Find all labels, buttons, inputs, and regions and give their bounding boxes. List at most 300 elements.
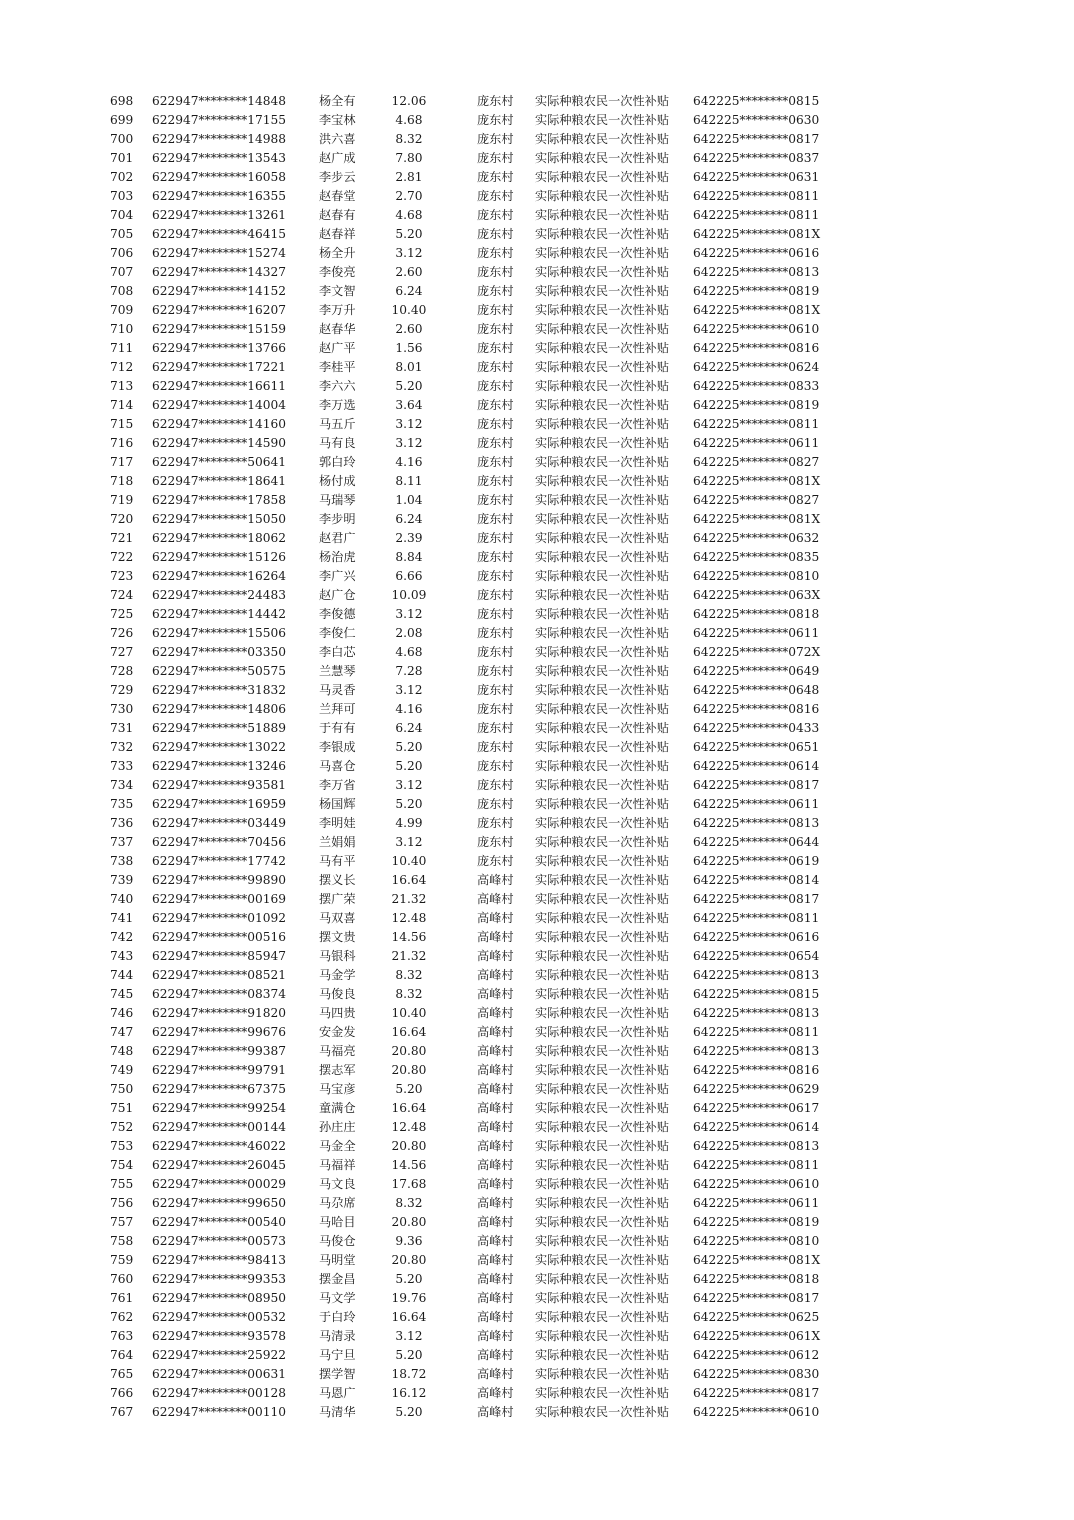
id-number: 642225********0813	[693, 1006, 820, 1020]
account-number: 622947********13246	[152, 759, 287, 773]
village-name: 高峰村	[477, 1234, 514, 1248]
table-row	[0, 1137, 1074, 1156]
subsidy-type: 实际种粮农民一次性补贴	[535, 1082, 670, 1096]
account-number: 622947********15506	[152, 626, 287, 640]
row-number: 741	[110, 911, 134, 925]
recipient-name: 马清华	[319, 1405, 356, 1419]
recipient-name: 杨全升	[319, 246, 356, 260]
village-name: 高峰村	[477, 1082, 514, 1096]
subsidy-type: 实际种粮农民一次性补贴	[535, 968, 670, 982]
village-name: 高峰村	[477, 1348, 514, 1362]
table-row	[0, 928, 1074, 947]
recipient-name: 赵广平	[319, 341, 356, 355]
village-name: 高峰村	[477, 892, 514, 906]
subsidy-type: 实际种粮农民一次性补贴	[535, 1101, 670, 1115]
subsidy-type: 实际种粮农民一次性补贴	[535, 1253, 670, 1267]
recipient-name: 马文良	[319, 1177, 356, 1191]
village-name: 庞东村	[477, 417, 514, 431]
recipient-name: 摆金昌	[319, 1272, 356, 1286]
id-number: 642225********0819	[693, 284, 820, 298]
account-number: 622947********16611	[152, 379, 287, 393]
id-number: 642225********0811	[693, 208, 820, 222]
id-number: 642225********0817	[693, 1386, 820, 1400]
table-row	[0, 985, 1074, 1004]
id-number: 642225********0648	[693, 683, 820, 697]
subsidy-type: 实际种粮农民一次性补贴	[535, 94, 670, 108]
row-number: 703	[110, 189, 134, 203]
subsidy-amount: 10.40	[391, 1006, 427, 1020]
subsidy-amount: 8.32	[395, 132, 423, 146]
id-number: 642225********0654	[693, 949, 820, 963]
subsidy-amount: 5.20	[395, 1272, 423, 1286]
account-number: 622947********16355	[152, 189, 287, 203]
row-number: 748	[110, 1044, 134, 1058]
subsidy-type: 实际种粮农民一次性补贴	[535, 246, 670, 260]
village-name: 高峰村	[477, 1291, 514, 1305]
account-number: 622947********15159	[152, 322, 287, 336]
account-number: 622947********70456	[152, 835, 287, 849]
account-number: 622947********00631	[152, 1367, 287, 1381]
recipient-name: 马银科	[319, 949, 356, 963]
id-number: 642225********0813	[693, 968, 820, 982]
table-row	[0, 871, 1074, 890]
row-number: 756	[110, 1196, 134, 1210]
recipient-name: 杨全有	[319, 94, 356, 108]
account-number: 622947********99650	[152, 1196, 287, 1210]
subsidy-amount: 18.72	[391, 1367, 427, 1381]
id-number: 642225********0813	[693, 816, 820, 830]
row-number: 753	[110, 1139, 134, 1153]
row-number: 745	[110, 987, 134, 1001]
row-number: 729	[110, 683, 134, 697]
account-number: 622947********46022	[152, 1139, 287, 1153]
id-number: 642225********0811	[693, 417, 820, 431]
village-name: 庞东村	[477, 740, 514, 754]
row-number: 757	[110, 1215, 134, 1229]
table-row	[0, 1365, 1074, 1384]
id-number: 642225********0830	[693, 1367, 820, 1381]
id-number: 642225********0813	[693, 265, 820, 279]
subsidy-type: 实际种粮农民一次性补贴	[535, 455, 670, 469]
subsidy-amount: 2.81	[395, 170, 423, 184]
subsidy-type: 实际种粮农民一次性补贴	[535, 816, 670, 830]
recipient-name: 李六六	[319, 379, 356, 393]
account-number: 622947********14590	[152, 436, 287, 450]
id-number: 642225********0651	[693, 740, 820, 754]
recipient-name: 李俊仁	[319, 626, 356, 640]
recipient-name: 李俊德	[319, 607, 356, 621]
id-number: 642225********072X	[693, 645, 821, 659]
subsidy-type: 实际种粮农民一次性补贴	[535, 1063, 670, 1077]
subsidy-type: 实际种粮农民一次性补贴	[535, 1386, 670, 1400]
account-number: 622947********14848	[152, 94, 287, 108]
subsidy-type: 实际种粮农民一次性补贴	[535, 721, 670, 735]
id-number: 642225********0813	[693, 1044, 820, 1058]
subsidy-type: 实际种粮农民一次性补贴	[535, 1234, 670, 1248]
table-row	[0, 681, 1074, 700]
row-number: 754	[110, 1158, 134, 1172]
subsidy-type: 实际种粮农民一次性补贴	[535, 588, 670, 602]
village-name: 庞东村	[477, 284, 514, 298]
recipient-name: 李万省	[319, 778, 356, 792]
subsidy-type: 实际种粮农民一次性补贴	[535, 1006, 670, 1020]
subsidy-type: 实际种粮农民一次性补贴	[535, 474, 670, 488]
row-number: 765	[110, 1367, 134, 1381]
id-number: 642225********0614	[693, 1120, 820, 1134]
village-name: 庞东村	[477, 569, 514, 583]
table-row	[0, 586, 1074, 605]
account-number: 622947********18641	[152, 474, 287, 488]
account-number: 622947********99791	[152, 1063, 287, 1077]
subsidy-amount: 12.48	[391, 911, 427, 925]
recipient-name: 摆学智	[319, 1367, 356, 1381]
subsidy-type: 实际种粮农民一次性补贴	[535, 626, 670, 640]
subsidy-type: 实际种粮农民一次性补贴	[535, 284, 670, 298]
account-number: 622947********18062	[152, 531, 287, 545]
village-name: 庞东村	[477, 512, 514, 526]
table-row	[0, 358, 1074, 377]
subsidy-amount: 16.12	[391, 1386, 427, 1400]
row-number: 740	[110, 892, 134, 906]
table-row	[0, 814, 1074, 833]
subsidy-type: 实际种粮农民一次性补贴	[535, 949, 670, 963]
row-number: 730	[110, 702, 134, 716]
recipient-name: 赵春祥	[319, 227, 356, 241]
subsidy-amount: 4.99	[395, 816, 423, 830]
id-number: 642225********0631	[693, 170, 820, 184]
recipient-name: 马宝彦	[319, 1082, 356, 1096]
table-row	[0, 909, 1074, 928]
account-number: 622947********17742	[152, 854, 287, 868]
subsidy-amount: 1.56	[395, 341, 423, 355]
id-number: 642225********081X	[693, 1253, 821, 1267]
row-number: 708	[110, 284, 134, 298]
id-number: 642225********0819	[693, 398, 820, 412]
recipient-name: 兰慧琴	[319, 664, 356, 678]
row-number: 722	[110, 550, 134, 564]
id-number: 642225********0818	[693, 1272, 820, 1286]
account-number: 622947********13022	[152, 740, 287, 754]
table-row	[0, 947, 1074, 966]
row-number: 720	[110, 512, 134, 526]
village-name: 高峰村	[477, 1196, 514, 1210]
subsidy-amount: 5.20	[395, 1348, 423, 1362]
account-number: 622947********16264	[152, 569, 287, 583]
recipient-name: 李万升	[319, 303, 356, 317]
account-number: 622947********14988	[152, 132, 287, 146]
id-number: 642225********0810	[693, 569, 820, 583]
recipient-name: 李万选	[319, 398, 356, 412]
account-number: 622947********16959	[152, 797, 287, 811]
subsidy-type: 实际种粮农民一次性补贴	[535, 930, 670, 944]
table-row	[0, 719, 1074, 738]
id-number: 642225********0644	[693, 835, 820, 849]
subsidy-amount: 8.11	[395, 474, 423, 488]
table-row	[0, 966, 1074, 985]
village-name: 庞东村	[477, 341, 514, 355]
recipient-name: 李明娃	[319, 816, 356, 830]
table-row	[0, 1308, 1074, 1327]
table-row	[0, 643, 1074, 662]
account-number: 622947********91820	[152, 1006, 287, 1020]
account-number: 622947********03449	[152, 816, 287, 830]
village-name: 庞东村	[477, 132, 514, 146]
village-name: 高峰村	[477, 1101, 514, 1115]
table-row	[0, 1289, 1074, 1308]
recipient-name: 马有平	[319, 854, 356, 868]
table-row	[0, 1270, 1074, 1289]
subsidy-type: 实际种粮农民一次性补贴	[535, 303, 670, 317]
village-name: 庞东村	[477, 246, 514, 260]
row-number: 721	[110, 531, 134, 545]
id-number: 642225********0817	[693, 892, 820, 906]
recipient-name: 马俊良	[319, 987, 356, 1001]
recipient-name: 马瑞琴	[319, 493, 356, 507]
subsidy-amount: 5.20	[395, 1082, 423, 1096]
account-number: 622947********08950	[152, 1291, 287, 1305]
subsidy-type: 实际种粮农民一次性补贴	[535, 1025, 670, 1039]
village-name: 高峰村	[477, 968, 514, 982]
village-name: 庞东村	[477, 550, 514, 564]
village-name: 庞东村	[477, 626, 514, 640]
row-number: 700	[110, 132, 134, 146]
subsidy-amount: 6.24	[395, 284, 423, 298]
subsidy-type: 实际种粮农民一次性补贴	[535, 1196, 670, 1210]
subsidy-amount: 16.64	[391, 1025, 427, 1039]
village-name: 庞东村	[477, 265, 514, 279]
account-number: 622947********14160	[152, 417, 287, 431]
village-name: 高峰村	[477, 1120, 514, 1134]
recipient-name: 马俊仓	[319, 1234, 356, 1248]
subsidy-type: 实际种粮农民一次性补贴	[535, 1044, 670, 1058]
table-row	[0, 852, 1074, 871]
subsidy-amount: 5.20	[395, 759, 423, 773]
id-number: 642225********0814	[693, 873, 820, 887]
subsidy-amount: 16.64	[391, 1101, 427, 1115]
recipient-name: 摆广荣	[319, 892, 356, 906]
subsidy-type: 实际种粮农民一次性补贴	[535, 531, 670, 545]
account-number: 622947********01092	[152, 911, 287, 925]
recipient-name: 马清录	[319, 1329, 356, 1343]
subsidy-type: 实际种粮农民一次性补贴	[535, 702, 670, 716]
account-number: 622947********99676	[152, 1025, 287, 1039]
row-number: 766	[110, 1386, 134, 1400]
row-number: 726	[110, 626, 134, 640]
subsidy-amount: 16.64	[391, 1310, 427, 1324]
recipient-name: 马双喜	[319, 911, 356, 925]
village-name: 高峰村	[477, 1386, 514, 1400]
table-row	[0, 225, 1074, 244]
subsidy-type: 实际种粮农民一次性补贴	[535, 208, 670, 222]
subsidy-type: 实际种粮农民一次性补贴	[535, 417, 670, 431]
subsidy-amount: 8.84	[395, 550, 423, 564]
account-number: 622947********00532	[152, 1310, 287, 1324]
subsidy-type: 实际种粮农民一次性补贴	[535, 569, 670, 583]
account-number: 622947********00540	[152, 1215, 287, 1229]
village-name: 庞东村	[477, 664, 514, 678]
village-name: 高峰村	[477, 1215, 514, 1229]
recipient-name: 李广兴	[319, 569, 356, 583]
village-name: 高峰村	[477, 1006, 514, 1020]
row-number: 742	[110, 930, 134, 944]
row-number: 735	[110, 797, 134, 811]
row-number: 743	[110, 949, 134, 963]
village-name: 高峰村	[477, 1139, 514, 1153]
table-row	[0, 206, 1074, 225]
subsidy-type: 实际种粮农民一次性补贴	[535, 854, 670, 868]
table-row	[0, 1346, 1074, 1365]
recipient-name: 安金发	[319, 1025, 356, 1039]
account-number: 622947********00169	[152, 892, 287, 906]
id-number: 642225********0611	[693, 626, 820, 640]
subsidy-amount: 7.80	[395, 151, 423, 165]
subsidy-amount: 7.28	[395, 664, 423, 678]
row-number: 718	[110, 474, 134, 488]
row-number: 701	[110, 151, 134, 165]
village-name: 庞东村	[477, 322, 514, 336]
recipient-name: 马金全	[319, 1139, 356, 1153]
subsidy-type: 实际种粮农民一次性补贴	[535, 550, 670, 564]
recipient-name: 马有良	[319, 436, 356, 450]
subsidy-amount: 5.20	[395, 740, 423, 754]
row-number: 747	[110, 1025, 134, 1039]
village-name: 庞东村	[477, 455, 514, 469]
recipient-name: 马金学	[319, 968, 356, 982]
account-number: 622947********13766	[152, 341, 287, 355]
account-number: 622947********16058	[152, 170, 287, 184]
recipient-name: 马尕席	[319, 1196, 356, 1210]
subsidy-amount: 20.80	[391, 1044, 427, 1058]
recipient-name: 摆义长	[319, 873, 356, 887]
recipient-name: 赵春有	[319, 208, 356, 222]
village-name: 庞东村	[477, 474, 514, 488]
row-number: 755	[110, 1177, 134, 1191]
recipient-name: 马哈目	[319, 1215, 356, 1229]
id-number: 642225********063X	[693, 588, 821, 602]
subsidy-amount: 5.20	[395, 797, 423, 811]
account-number: 622947********46415	[152, 227, 287, 241]
account-number: 622947********14442	[152, 607, 287, 621]
id-number: 642225********0815	[693, 987, 820, 1001]
village-name: 庞东村	[477, 436, 514, 450]
row-number: 731	[110, 721, 134, 735]
table-row	[0, 263, 1074, 282]
row-number: 739	[110, 873, 134, 887]
row-number: 710	[110, 322, 134, 336]
subsidy-type: 实际种粮农民一次性补贴	[535, 189, 670, 203]
subsidy-amount: 12.06	[391, 94, 427, 108]
account-number: 622947********50641	[152, 455, 287, 469]
village-name: 庞东村	[477, 189, 514, 203]
subsidy-amount: 6.66	[395, 569, 423, 583]
subsidy-amount: 21.32	[391, 949, 427, 963]
account-number: 622947********00573	[152, 1234, 287, 1248]
row-number: 706	[110, 246, 134, 260]
village-name: 高峰村	[477, 1367, 514, 1381]
table-row	[0, 567, 1074, 586]
row-number: 758	[110, 1234, 134, 1248]
table-row	[0, 738, 1074, 757]
subsidy-amount: 20.80	[391, 1215, 427, 1229]
id-number: 642225********0610	[693, 322, 820, 336]
row-number: 763	[110, 1329, 134, 1343]
subsidy-type: 实际种粮农民一次性补贴	[535, 1139, 670, 1153]
id-number: 642225********0616	[693, 246, 820, 260]
subsidy-amount: 4.16	[395, 702, 423, 716]
account-number: 622947********00144	[152, 1120, 287, 1134]
village-name: 庞东村	[477, 607, 514, 621]
table-row	[0, 434, 1074, 453]
subsidy-amount: 10.40	[391, 854, 427, 868]
account-number: 622947********14806	[152, 702, 287, 716]
account-number: 622947********99254	[152, 1101, 287, 1115]
account-number: 622947********51889	[152, 721, 287, 735]
recipient-name: 孙庄庄	[319, 1120, 356, 1134]
recipient-name: 李银成	[319, 740, 356, 754]
village-name: 庞东村	[477, 493, 514, 507]
recipient-name: 兰娟娟	[319, 835, 356, 849]
subsidy-type: 实际种粮农民一次性补贴	[535, 1329, 670, 1343]
table-row	[0, 1080, 1074, 1099]
subsidy-amount: 8.32	[395, 968, 423, 982]
subsidy-type: 实际种粮农民一次性补贴	[535, 873, 670, 887]
subsidy-type: 实际种粮农民一次性补贴	[535, 113, 670, 127]
table-row	[0, 1023, 1074, 1042]
village-name: 高峰村	[477, 930, 514, 944]
recipient-name: 赵春堂	[319, 189, 356, 203]
village-name: 高峰村	[477, 1310, 514, 1324]
subsidy-amount: 3.12	[395, 778, 423, 792]
village-name: 庞东村	[477, 645, 514, 659]
subsidy-type: 实际种粮农民一次性补贴	[535, 322, 670, 336]
village-name: 高峰村	[477, 1253, 514, 1267]
table-row	[0, 624, 1074, 643]
table-row	[0, 1232, 1074, 1251]
subsidy-type: 实际种粮农民一次性补贴	[535, 1272, 670, 1286]
subsidy-amount: 2.70	[395, 189, 423, 203]
subsidy-type: 实际种粮农民一次性补贴	[535, 341, 670, 355]
subsidy-amount: 10.40	[391, 303, 427, 317]
table-row	[0, 1061, 1074, 1080]
recipient-name: 李俊亮	[319, 265, 356, 279]
id-number: 642225********0610	[693, 1405, 820, 1419]
account-number: 622947********15126	[152, 550, 287, 564]
id-number: 642225********0815	[693, 94, 820, 108]
table-row	[0, 548, 1074, 567]
id-number: 642225********0811	[693, 911, 820, 925]
row-number: 760	[110, 1272, 134, 1286]
subsidy-type: 实际种粮农民一次性补贴	[535, 1310, 670, 1324]
id-number: 642225********0817	[693, 132, 820, 146]
row-number: 711	[110, 341, 134, 355]
row-number: 724	[110, 588, 134, 602]
row-number: 737	[110, 835, 134, 849]
village-name: 庞东村	[477, 379, 514, 393]
subsidy-amount: 3.12	[395, 417, 423, 431]
subsidy-amount: 16.64	[391, 873, 427, 887]
id-number: 642225********0811	[693, 1158, 820, 1172]
id-number: 642225********0624	[693, 360, 820, 374]
recipient-name: 马文学	[319, 1291, 356, 1305]
account-number: 622947********08374	[152, 987, 287, 1001]
table-row	[0, 415, 1074, 434]
recipient-name: 兰拜可	[319, 702, 356, 716]
id-number: 642225********0610	[693, 1177, 820, 1191]
subsidy-type: 实际种粮农民一次性补贴	[535, 1215, 670, 1229]
table-row	[0, 377, 1074, 396]
subsidy-amount: 14.56	[391, 930, 427, 944]
row-number: 705	[110, 227, 134, 241]
